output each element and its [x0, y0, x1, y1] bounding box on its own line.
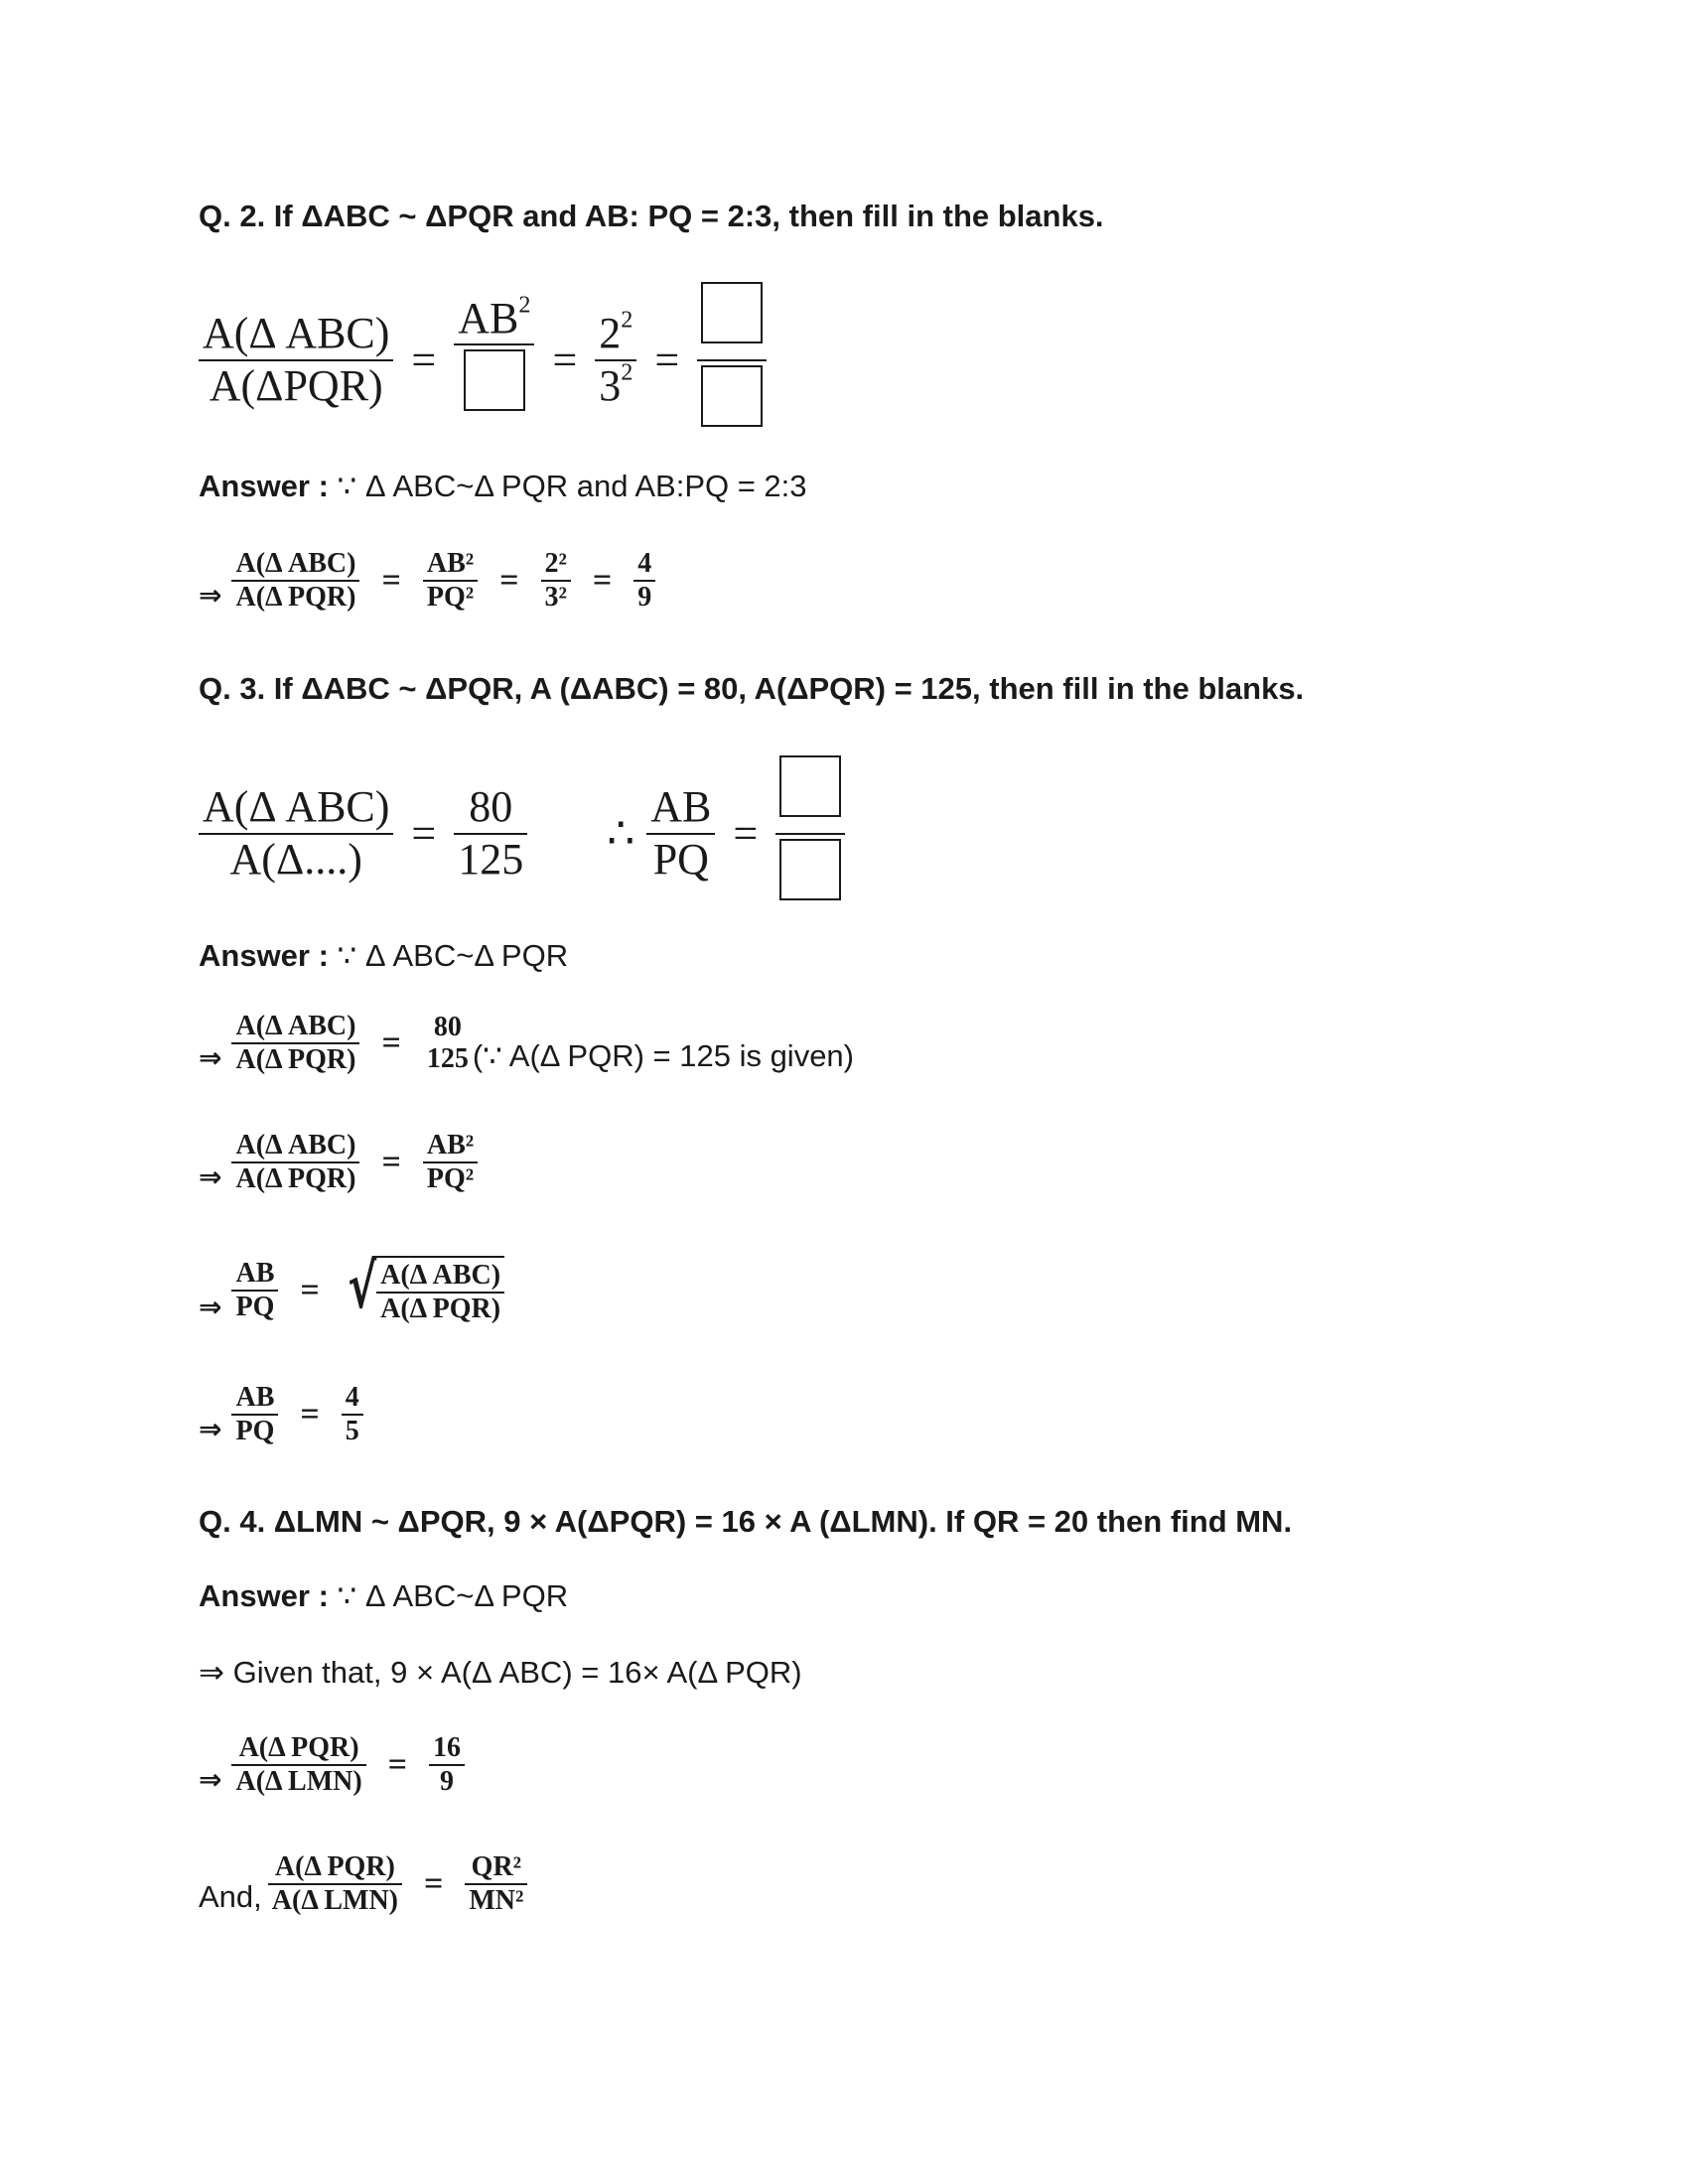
- denominator: 125: [426, 1043, 469, 1075]
- numerator: AB²: [426, 548, 475, 579]
- fraction: [646, 782, 715, 885]
- implies-arrow: ⇒: [199, 1291, 222, 1324]
- equals-sign: =: [411, 809, 437, 859]
- exponent: 2: [621, 358, 633, 386]
- implies-arrow: ⇒: [199, 579, 222, 613]
- implies-arrow: ⇒: [199, 1413, 222, 1446]
- q3-blank-equation: [199, 751, 845, 915]
- blank-box[interactable]: [779, 839, 841, 900]
- equals-sign: =: [381, 1024, 401, 1062]
- answer-text: ∵ Δ ABC~Δ PQR and AB:PQ = 2:3: [328, 469, 807, 503]
- q3-answer-step: [199, 1130, 478, 1195]
- denominator: PQ: [235, 1416, 275, 1447]
- fraction: [595, 306, 636, 411]
- denominator: A(Δ LMN): [271, 1885, 398, 1917]
- numerator-base: AB: [458, 293, 519, 342]
- q4-given: ⇒ Given that, 9 × A(Δ ABC) = 16× A(Δ PQR): [199, 1655, 802, 1690]
- denominator: 3²: [544, 582, 567, 614]
- fraction: [199, 782, 393, 885]
- radicand: [376, 1256, 504, 1325]
- q2-blank-equation: [199, 278, 767, 442]
- numerator: AB: [650, 782, 712, 831]
- answer-label: Answer :: [199, 938, 329, 973]
- numerator-base: 2: [599, 309, 622, 357]
- equals-sign: =: [300, 1272, 320, 1309]
- square-root: [342, 1250, 504, 1325]
- numerator: 4: [345, 1382, 359, 1413]
- numerator: [595, 306, 636, 359]
- implies-arrow: ⇒: [199, 1763, 222, 1797]
- numerator: AB: [235, 1258, 275, 1289]
- numerator: A(Δ PQR): [238, 1732, 359, 1763]
- and-label: And,: [199, 1879, 262, 1915]
- numerator: A(Δ ABC): [380, 1260, 501, 1291]
- equals-sign: =: [499, 562, 519, 600]
- note-text: (∵ A(Δ PQR) = 125 is given): [472, 1038, 854, 1074]
- fraction: [633, 548, 655, 614]
- equals-sign: =: [592, 562, 613, 600]
- fraction: [541, 548, 571, 614]
- fraction: [454, 782, 527, 885]
- fraction: [231, 1382, 278, 1447]
- fraction: [423, 1012, 473, 1075]
- q4-answer-step: [199, 1851, 527, 1917]
- numerator: A(Δ ABC): [235, 548, 356, 579]
- denominator: A(Δ PQR): [235, 1044, 356, 1076]
- therefore-sign: ∴: [607, 809, 635, 859]
- equals-sign: =: [654, 336, 680, 385]
- q2-answer: [199, 469, 807, 504]
- fraction: [376, 1260, 504, 1325]
- denominator: A(Δ LMN): [235, 1766, 362, 1798]
- denominator: [697, 361, 767, 443]
- denominator: [595, 358, 636, 412]
- question-3-title: Q. 3. If ΔABC ~ ΔPQR, A (ΔABC) = 80, A(ΔPQR) = 125, then fill in the blanks.: [199, 671, 1305, 706]
- denominator: A(Δ....): [229, 834, 362, 884]
- fraction: [423, 1130, 478, 1195]
- denominator: MN²: [469, 1885, 524, 1917]
- fraction: [231, 1130, 359, 1195]
- numerator: A(Δ PQR): [274, 1851, 395, 1882]
- fraction: [697, 278, 767, 442]
- denominator: 9: [637, 582, 652, 614]
- fraction: [775, 751, 845, 915]
- fraction: [423, 548, 478, 614]
- denominator: 9: [440, 1766, 455, 1798]
- implies-arrow: ⇒: [199, 1160, 222, 1194]
- implies-arrow: ⇒: [199, 1041, 222, 1075]
- fraction: [231, 1732, 365, 1798]
- numerator: AB²: [426, 1130, 475, 1160]
- fraction: [199, 309, 393, 411]
- numerator: QR²: [471, 1851, 522, 1882]
- q4-answer-step: [199, 1732, 465, 1798]
- fraction: [231, 1011, 359, 1076]
- fraction: [429, 1732, 465, 1798]
- numerator: [697, 278, 767, 359]
- denominator: A(Δ PQR): [380, 1294, 501, 1325]
- question-4-title: Q. 4. ΔLMN ~ ΔPQR, 9 × A(ΔPQR) = 16 × A (ΔLMN). If QR = 20 then find MN.: [199, 1504, 1293, 1539]
- numerator: A(Δ ABC): [235, 1011, 356, 1041]
- denominator: A(ΔPQR): [209, 360, 383, 410]
- q3-answer-step: [199, 1250, 504, 1325]
- fraction: [342, 1382, 363, 1447]
- numerator: [775, 751, 845, 833]
- blank-box[interactable]: [464, 349, 525, 411]
- q3-answer-step: [199, 1011, 854, 1076]
- equals-sign: =: [423, 1865, 444, 1903]
- denominator: A(Δ PQR): [235, 1163, 356, 1195]
- blank-box[interactable]: [779, 755, 841, 817]
- numerator: A(Δ ABC): [203, 782, 390, 831]
- equals-sign: =: [411, 336, 437, 385]
- denominator: PQ: [652, 834, 709, 884]
- numerator: 4: [637, 548, 652, 579]
- fraction: [268, 1851, 402, 1917]
- answer-text: ∵ Δ ABC~Δ PQR: [328, 1578, 569, 1613]
- q3-answer: [199, 938, 568, 974]
- numerator: A(Δ ABC): [235, 1130, 356, 1160]
- question-2-title: Q. 2. If ΔABC ~ ΔPQR and AB: PQ = 2:3, then fill in the blanks.: [199, 199, 1104, 233]
- equals-sign: =: [381, 562, 401, 600]
- exponent: 2: [621, 306, 633, 334]
- denominator: 125: [458, 834, 524, 884]
- numerator: 16: [433, 1732, 462, 1763]
- answer-label: Answer :: [199, 469, 329, 503]
- numerator: A(Δ ABC): [203, 309, 390, 357]
- numerator: [454, 290, 534, 344]
- denominator: 5: [345, 1416, 359, 1447]
- fraction: [231, 1258, 278, 1323]
- numerator: 2²: [544, 548, 567, 579]
- fraction: [465, 1851, 527, 1917]
- denominator: A(Δ PQR): [235, 582, 356, 614]
- q2-answer-step: [199, 548, 655, 614]
- numerator: 80: [433, 1012, 462, 1042]
- denominator: PQ: [235, 1292, 275, 1323]
- equals-sign: =: [552, 336, 578, 385]
- fraction: [454, 290, 534, 427]
- numerator: AB: [235, 1382, 275, 1413]
- denominator: [460, 345, 529, 427]
- denominator: PQ²: [426, 1163, 475, 1195]
- answer-label: Answer :: [199, 1578, 329, 1613]
- denominator: PQ²: [426, 582, 475, 614]
- numerator: 80: [469, 782, 513, 831]
- equals-sign: =: [733, 809, 759, 859]
- denominator: [775, 835, 845, 916]
- blank-box[interactable]: [701, 365, 763, 427]
- equals-sign: =: [387, 1746, 408, 1784]
- answer-text: ∵ Δ ABC~Δ PQR: [328, 938, 569, 973]
- fraction: [231, 548, 359, 614]
- denominator-base: 3: [599, 360, 622, 410]
- radical-sign-icon: √: [347, 1250, 376, 1322]
- exponent: 2: [518, 290, 531, 318]
- blank-box[interactable]: [701, 282, 763, 343]
- q3-answer-step: [199, 1382, 363, 1447]
- equals-sign: =: [300, 1396, 320, 1433]
- equals-sign: =: [381, 1144, 401, 1181]
- q4-answer: [199, 1578, 568, 1614]
